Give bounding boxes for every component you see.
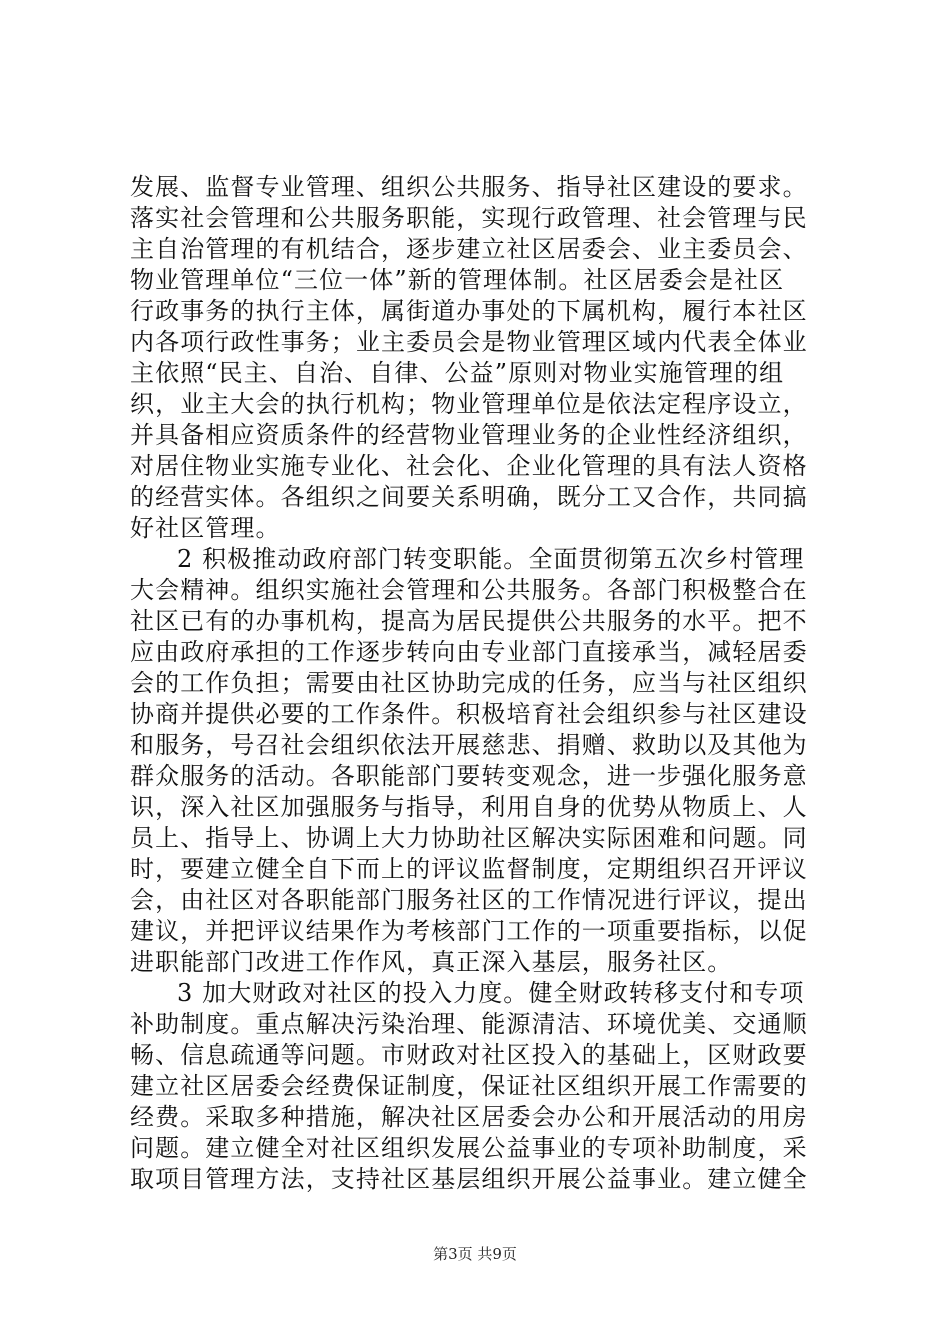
text-line: 内各项行政性事务；业主委员会是物业管理区域内代表全体业 (130, 328, 808, 356)
text-line: 会的工作负担；需要由社区协助完成的任务，应当与社区组织 (130, 669, 808, 697)
text-line: 行政事务的执行主体，属街道办事处的下属机构，履行本社区 (130, 297, 808, 325)
text-line: 会，由社区对各职能部门服务社区的工作情况进行评议，提出 (130, 886, 808, 914)
text-line: 落实社会管理和公共服务职能，实现行政管理、社会管理与民 (130, 204, 808, 232)
text-line: 并具备相应资质条件的经营物业管理业务的企业性经济组织， (130, 421, 808, 449)
paragraph (130, 544, 830, 978)
text-line: 物业管理单位“三位一体”新的管理体制。社区居委会是社区 (130, 266, 785, 294)
text-line: 大会精神。组织实施社会管理和公共服务。各部门积极整合在 (130, 576, 808, 604)
text-line: 主依照“民主、自治、自律、公益”原则对物业实施管理的组 (130, 359, 785, 387)
text-line: 经费。采取多种措施，解决社区居委会办公和开展活动的用房 (130, 1103, 808, 1131)
text-line: 畅、信息疏通等问题。市财政对社区投入的基础上，区财政要 (130, 1041, 808, 1069)
text-line: 织，业主大会的执行机构；物业管理单位是依法定程序设立， (130, 390, 808, 418)
text-line: 建议，并把评议结果作为考核部门工作的一项重要指标，以促 (130, 917, 808, 945)
text-line: 群众服务的活动。各职能部门要转变观念，进一步强化服务意 (130, 762, 808, 790)
text-line: 和服务，号召社会组织依法开展慈悲、捐赠、救助以及其他为 (130, 731, 808, 759)
text-line: 的经营实体。各组织之间要关系明确，既分工又合作，共同搞 (130, 483, 808, 511)
text-line: 问题。建立健全对社区组织发展公益事业的专项补助制度，采 (130, 1134, 808, 1162)
text-line: 时，要建立健全自下而上的评议监督制度，定期组织召开评议 (130, 855, 808, 883)
text-line: 发展、监督专业管理、组织公共服务、指导社区建设的要求。 (130, 173, 808, 201)
paragraph (130, 978, 830, 1195)
text-line: 主自治管理的有机结合，逐步建立社区居委会、业主委员会、 (130, 235, 808, 263)
text-line: 2 积极推动政府部门转变职能。全面贯彻第五次乡村管理 (177, 545, 805, 573)
text-line: 员上、指导上、协调上大力协助社区解决实际困难和问题。同 (130, 824, 808, 852)
text-line: 3 加大财政对社区的投入力度。健全财政转移支付和专项 (177, 979, 805, 1007)
text-line: 好社区管理。 (130, 514, 281, 542)
text-line: 进职能部门改进工作作风，真正深入基层，服务社区。 (130, 948, 733, 976)
text-line: 社区已有的办事机构，提高为居民提供公共服务的水平。把不 (130, 607, 808, 635)
text-line: 对居住物业实施专业化、社会化、企业化管理的具有法人资格 (130, 452, 808, 480)
text-line: 建立社区居委会经费保证制度，保证社区组织开展工作需要的 (130, 1072, 808, 1100)
document-body (130, 172, 830, 1195)
text-line: 补助制度。重点解决污染治理、能源清洁、环境优美、交通顺 (130, 1010, 808, 1038)
text-line: 应由政府承担的工作逐步转向由专业部门直接承当，减轻居委 (130, 638, 808, 666)
paragraph (130, 172, 830, 544)
page-number-footer: 第3页 共9页 (433, 1245, 517, 1263)
text-line: 取项目管理方法，支持社区基层组织开展公益事业。建立健全 (130, 1165, 808, 1193)
text-line: 识，深入社区加强服务与指导，利用自身的优势从物质上、人 (130, 793, 808, 821)
text-line: 协商并提供必要的工作条件。积极培育社会组织参与社区建设 (130, 700, 808, 728)
